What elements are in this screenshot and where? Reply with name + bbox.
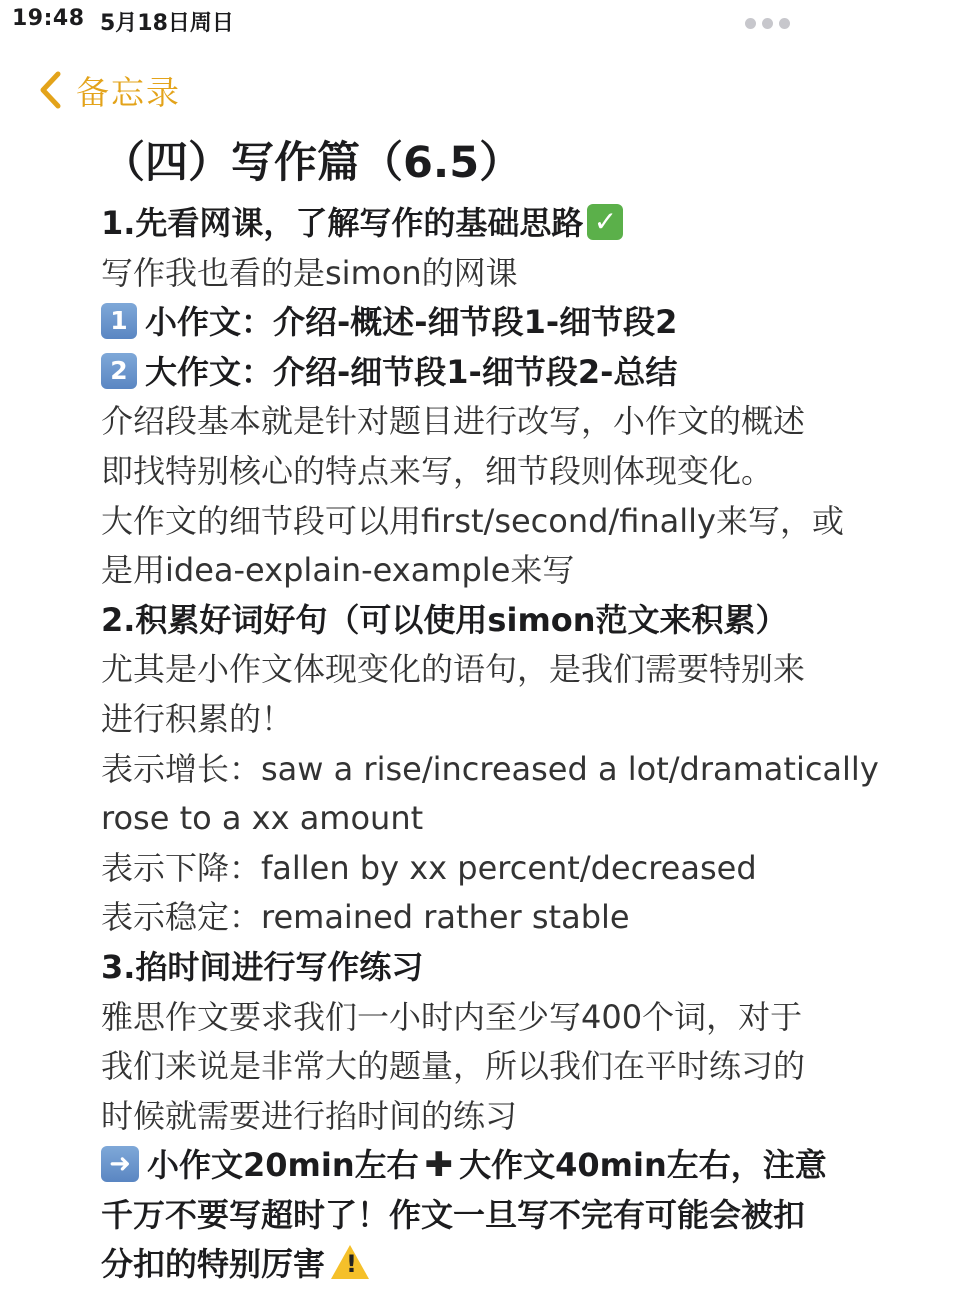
note-line: 大作文的细节段可以用first/second/finally来写，或	[101, 501, 844, 540]
status-time: 19:48	[12, 6, 85, 31]
right-arrow-icon: ➜	[101, 1146, 139, 1182]
note-line: 千万不要写超时了！作文一旦写不完有可能会被扣	[101, 1195, 806, 1234]
note-line: 2.积累好词好句（可以使用simon范文来积累）	[101, 600, 788, 639]
note-line	[101, 1240, 901, 1290]
warning-icon	[331, 1245, 369, 1279]
note-line: 即找特别核心的特点来写，细节段则体现变化。	[101, 451, 774, 490]
note-line: 写作我也看的是simon的网课	[101, 253, 518, 292]
note-body[interactable]	[101, 199, 901, 1290]
back-label: 备忘录	[76, 72, 181, 112]
dot	[779, 18, 790, 29]
note-line: 3.掐时间进行写作练习	[101, 947, 424, 986]
note-line: 进行积累的！	[101, 699, 294, 738]
note-line: 表示下降：fallen by xx percent/decreased	[101, 848, 757, 887]
dot	[745, 18, 756, 29]
line-text: 小作文：介绍-概述-细节段1-细节段2	[145, 303, 678, 342]
note-line: 表示增长：saw a rise/increased a lot/dramatically	[101, 749, 879, 788]
line-text: 分扣的特别厉害	[101, 1245, 326, 1284]
back-button[interactable]	[38, 66, 181, 114]
note-line: 我们来说是非常大的题量，所以我们在平时练习的	[101, 1047, 806, 1086]
note-line: rose to a xx amount	[101, 799, 424, 838]
note-line	[101, 199, 901, 249]
note-line	[101, 348, 901, 398]
keycap-one-icon: 1	[101, 303, 137, 339]
chevron-left-icon	[38, 70, 62, 110]
note-title: （四）写作篇（6.5）	[102, 138, 523, 188]
line-text: 大作文40min左右，注意	[459, 1146, 827, 1185]
line-text: 大作文：介绍-细节段1-细节段2-总结	[145, 352, 678, 391]
more-dots-icon[interactable]	[745, 18, 790, 29]
note-line: 介绍段基本就是针对题目进行改写，小作文的概述	[101, 402, 806, 441]
note-line: 是用idea-explain-example来写	[101, 551, 575, 590]
keycap-two-icon: 2	[101, 353, 137, 389]
status-bar	[0, 0, 966, 44]
dot	[762, 18, 773, 29]
note-line: 尤其是小作文体现变化的语句，是我们需要特别来	[101, 650, 806, 689]
note-line	[101, 298, 901, 348]
line-text: 小作文20min左右	[147, 1146, 419, 1185]
status-date: 5月18日周日	[100, 11, 234, 36]
note-line: 雅思作文要求我们一小时内至少写400个词，对于	[101, 997, 803, 1036]
plus-icon: ✚	[424, 1145, 454, 1186]
note-line: 时候就需要进行掐时间的练习	[101, 1096, 518, 1135]
note-line: 表示稳定：remained rather stable	[101, 898, 630, 937]
note-line	[101, 1141, 901, 1191]
heading-text: 1.先看网课，了解写作的基础思路	[101, 204, 584, 242]
check-mark-icon: ✓	[587, 204, 623, 240]
